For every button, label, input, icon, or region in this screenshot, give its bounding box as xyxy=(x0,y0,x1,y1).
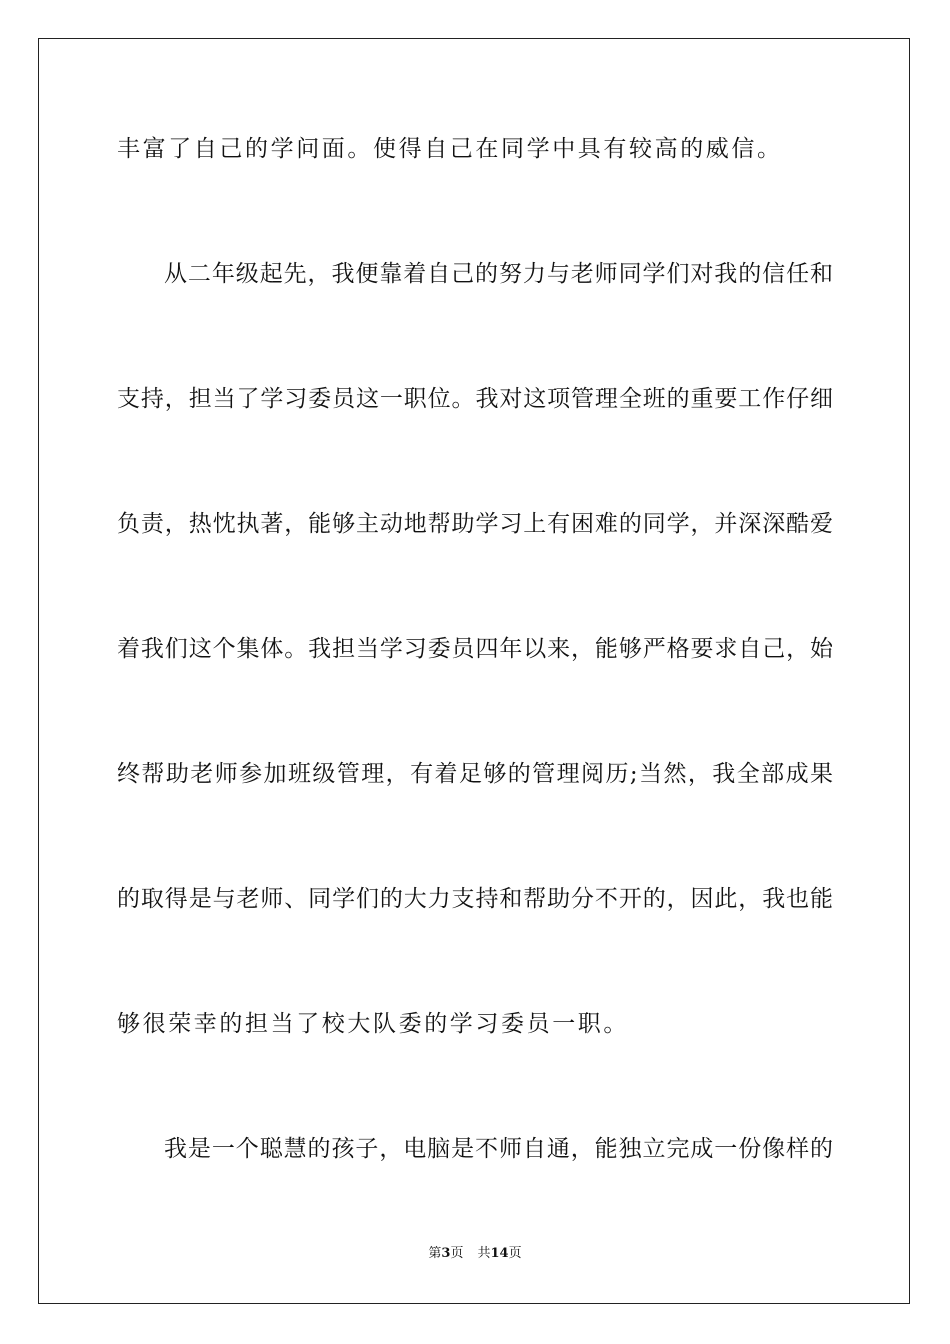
paragraph-line-4: 负责，热忱执著，能够主动地帮助学习上有困难的同学，并深深酷爱 xyxy=(117,511,833,537)
total-prefix: 共 xyxy=(477,1246,491,1261)
page-prefix: 第 xyxy=(428,1246,442,1261)
page-suffix: 页 xyxy=(450,1246,464,1261)
page-border xyxy=(38,38,910,1304)
paragraph-line-9: 我是一个聪慧的孩子，电脑是不师自通，能独立完成一份像样的 xyxy=(164,1136,833,1162)
paragraph-line-7: 的取得是与老师、同学们的大力支持和帮助分不开的，因此，我也能 xyxy=(117,886,833,912)
total-suffix: 页 xyxy=(508,1246,522,1261)
paragraph-line-5: 着我们这个集体。我担当学习委员四年以来，能够严格要求自己，始 xyxy=(117,636,833,662)
paragraph-line-2: 从二年级起先，我便靠着自己的努力与老师同学们对我的信任和 xyxy=(164,261,833,287)
page-number: 3 xyxy=(441,1246,451,1261)
paragraph-line-3: 支持，担当了学习委员这一职位。我对这项管理全班的重要工作仔细 xyxy=(117,386,833,412)
page-footer xyxy=(0,1245,950,1263)
paragraph-line-6: 终帮助老师参加班级管理，有着足够的管理阅历;当然，我全部成果 xyxy=(117,761,833,787)
paragraph-line-1: 丰富了自己的学问面。使得自己在同学中具有较高的威信。 xyxy=(117,136,783,162)
paragraph-line-8: 够很荣幸的担当了校大队委的学习委员一职。 xyxy=(117,1011,629,1037)
total-pages: 14 xyxy=(490,1246,509,1261)
